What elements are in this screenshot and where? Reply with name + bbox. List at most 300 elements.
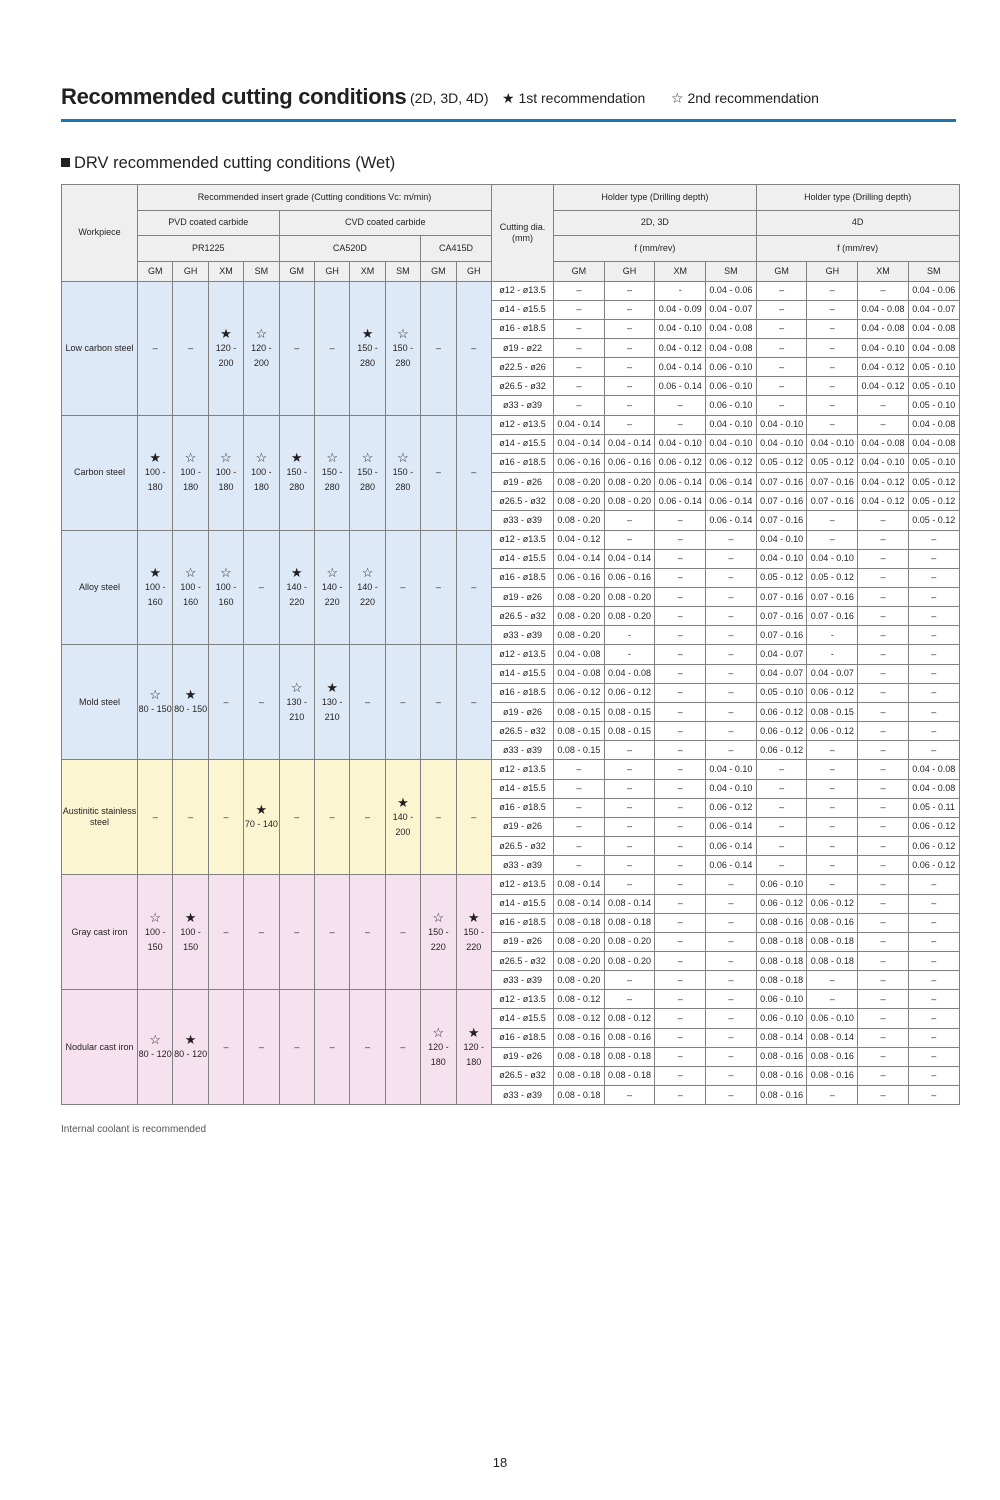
feed-cell: 0.04 - 0.10 [858,453,909,472]
cutting-speed-value: 100 - 180 [180,467,201,493]
cutting-speed-value: 100 - 160 [144,582,166,607]
feed-cell: – [858,530,909,549]
feed-cell: 0.04 - 0.10 [706,760,757,779]
cutting-speed-value: – [258,696,264,707]
feed-cell: 0.08 - 0.16 [604,1028,655,1047]
feed-cell: – [807,281,858,300]
feed-cell: – [706,702,757,721]
grade-cell [314,760,349,875]
feed-cell: 0.07 - 0.16 [807,492,858,511]
feed-cell: – [655,645,706,664]
grade-cell [385,281,420,415]
feed-cell: 0.08 - 0.15 [553,702,604,721]
feed-cell: 0.06 - 0.16 [553,453,604,472]
feed-cell: 0.07 - 0.16 [756,607,807,626]
chipbreaker-header: GH [456,261,491,281]
cutting-dia-cell: ø14 - ø15.5 [491,664,553,683]
feed-cell: 0.04 - 0.10 [706,434,757,453]
feed-cell: 0.05 - 0.10 [908,377,959,396]
feed-cell: – [858,798,909,817]
feed-cell: 0.08 - 0.20 [553,932,604,951]
outline-star-icon: ☆ [149,687,162,703]
feed-cell: 0.04 - 0.08 [908,415,959,434]
grade-cell [314,415,349,530]
grade-cell [385,530,420,645]
feed-cell: – [604,760,655,779]
feed-cell: – [706,568,757,587]
feed-cell: – [858,894,909,913]
feed-cell: 0.06 - 0.12 [756,894,807,913]
cutting-dia-cell: ø33 - ø39 [491,971,553,990]
section-title-text: DRV recommended cutting conditions (Wet) [74,154,396,172]
feed-cell: 0.06 - 0.14 [706,492,757,511]
feed-cell: – [858,990,909,1009]
feed-cell: – [908,1066,959,1085]
feed-cell: 0.05 - 0.10 [756,683,807,702]
feed-cell: 0.06 - 0.14 [655,377,706,396]
feed-cell: 0.04 - 0.12 [858,358,909,377]
feed-cell: 0.06 - 0.14 [706,837,757,856]
grade-cell [350,875,385,990]
outline-star-icon: ☆ [361,450,374,466]
grade-cell [138,760,173,875]
feed-cell: – [908,1009,959,1028]
feed-cell: – [908,741,959,760]
cutting-speed-value: – [329,1041,335,1052]
feed-cell: 0.06 - 0.14 [706,856,757,875]
grade-cell [456,281,491,415]
feed-cell: 0.08 - 0.20 [553,951,604,970]
cutting-speed-value: 140 - 220 [321,582,343,607]
feed-cell: 0.04 - 0.08 [858,434,909,453]
grade-cell [173,760,208,875]
feed-cell: – [807,338,858,357]
feed-cell: 0.04 - 0.07 [807,664,858,683]
feed-cell: – [807,319,858,338]
feed-cell: – [858,1086,909,1105]
feed-cell: – [858,817,909,836]
feed-cell: 0.06 - 0.12 [604,683,655,702]
feed-cell: 0.04 - 0.08 [908,779,959,798]
cutting-speed-value: 120 - 180 [463,1041,484,1067]
feed-cell: – [655,760,706,779]
feed-cell: – [858,779,909,798]
feed-header-left: f (mm/rev) [553,236,756,262]
feed-cell: - [604,626,655,645]
grade-cell [421,530,456,645]
grade-header: Recommended insert grade (Cutting conditions Vc: m/min) [138,185,492,211]
feed-cell: 0.04 - 0.12 [858,377,909,396]
cutting-dia-cell: ø19 - ø26 [491,932,553,951]
grade-cell [279,875,314,990]
table-body [62,281,960,1105]
feed-cell: – [756,338,807,357]
grade-cell [208,281,243,415]
feed-cell: 0.08 - 0.18 [553,1047,604,1066]
workpiece-name: Mold steel [62,645,138,760]
feed-cell: – [604,875,655,894]
footnote: Internal coolant is recommended [61,1124,207,1135]
cutting-speed-value: – [365,1041,371,1052]
feed-chipbreaker-header: XM [655,261,706,281]
feed-cell: – [908,990,959,1009]
grade-cell [208,875,243,990]
feed-cell: – [655,990,706,1009]
grade-cell [208,530,243,645]
feed-cell: 0.04 - 0.10 [858,338,909,357]
feed-cell: 0.08 - 0.15 [604,702,655,721]
grade-cell [421,875,456,990]
grade-cell [456,415,491,530]
grade-cell [350,415,385,530]
grade-cell [208,760,243,875]
feed-chipbreaker-header: GH [807,261,858,281]
feed-cell: 0.08 - 0.12 [553,1009,604,1028]
feed-cell: – [604,377,655,396]
feed-cell: 0.06 - 0.12 [807,722,858,741]
feed-cell: – [655,817,706,836]
cutting-speed-value: – [152,811,158,822]
page-title: Recommended cutting conditions [61,84,407,109]
feed-cell: 0.04 - 0.14 [553,434,604,453]
grade-cell [314,645,349,760]
grade-cell [138,645,173,760]
feed-cell: – [706,951,757,970]
feed-cell: 0.08 - 0.16 [807,913,858,932]
feed-cell: 0.08 - 0.12 [604,1009,655,1028]
feed-cell: 0.04 - 0.08 [858,300,909,319]
feed-cell: 0.06 - 0.12 [908,837,959,856]
feed-cell: – [908,1047,959,1066]
table-row [62,645,960,664]
workpiece-name: Austinitic stainless steel [62,760,138,875]
feed-cell: 0.04 - 0.10 [756,434,807,453]
feed-cell: – [908,722,959,741]
feed-cell: – [807,856,858,875]
feed-cell: 0.04 - 0.08 [553,645,604,664]
cutting-speed-value: 150 - 280 [392,467,414,493]
feed-cell: – [908,645,959,664]
cutting-speed-value: – [435,582,441,592]
feed-cell: – [858,396,909,415]
feed-cell: – [807,875,858,894]
feed-cell: 0.04 - 0.08 [604,664,655,683]
feed-cell: 0.05 - 0.12 [908,492,959,511]
feed-cell: – [858,588,909,607]
grade-cell [350,645,385,760]
cutting-dia-cell: ø12 - ø13.5 [491,760,553,779]
feed-cell: 0.06 - 0.10 [706,358,757,377]
feed-cell: 0.04 - 0.12 [858,492,909,511]
feed-cell: 0.08 - 0.20 [553,473,604,492]
cutting-speed-value: 150 - 280 [392,342,414,368]
workpiece-name: Alloy steel [62,530,138,645]
feed-cell: 0.07 - 0.16 [756,492,807,511]
feed-cell: – [756,396,807,415]
cutting-dia-cell: ø33 - ø39 [491,626,553,645]
feed-cell: – [908,683,959,702]
table-header [62,185,960,282]
feed-chipbreaker-header: SM [908,261,959,281]
cutting-speed-value: – [365,696,371,707]
feed-cell: 0.04 - 0.08 [706,338,757,357]
cutting-dia-cell: ø33 - ø39 [491,856,553,875]
feed-cell: 0.04 - 0.14 [553,549,604,568]
cutting-speed-value: – [435,811,441,822]
feed-cell: – [858,702,909,721]
feed-cell: 0.08 - 0.16 [553,1028,604,1047]
feed-cell: – [756,377,807,396]
feed-cell: – [655,779,706,798]
feed-cell: 0.04 - 0.08 [908,319,959,338]
feed-cell: 0.05 - 0.10 [908,358,959,377]
cutting-dia-cell: ø26.5 - ø32 [491,492,553,511]
cutting-speed-value: – [400,1041,406,1052]
cutting-dia-cell: ø26.5 - ø32 [491,951,553,970]
feed-cell: – [706,664,757,683]
feed-cell: 0.06 - 0.14 [706,817,757,836]
feed-cell: 0.08 - 0.18 [604,1066,655,1085]
feed-cell: – [908,530,959,549]
grade-cell [173,281,208,415]
feed-cell: 0.04 - 0.07 [706,300,757,319]
depth-header-left: 2D, 3D [553,210,756,236]
cutting-speed-value: – [400,582,406,592]
grade-ca415d: CA415D [421,236,492,262]
feed-cell: 0.07 - 0.16 [807,607,858,626]
cutting-speed-value: 150 - 280 [286,467,308,493]
cutting-dia-cell: ø19 - ø26 [491,817,553,836]
feed-cell: – [655,683,706,702]
feed-cell: – [604,358,655,377]
feed-cell: – [908,626,959,645]
grade-cell [138,281,173,415]
cutting-speed-value: 130 - 210 [286,696,308,722]
grade-cell [138,530,173,645]
feed-cell: – [655,626,706,645]
feed-cell: - [604,645,655,664]
feed-cell: – [655,607,706,626]
feed-cell: 0.08 - 0.15 [553,741,604,760]
cutting-speed-value: – [223,926,229,937]
grade-cell [314,990,349,1105]
feed-cell: – [858,951,909,970]
feed-cell: – [756,779,807,798]
cutting-dia-cell: ø16 - ø18.5 [491,1028,553,1047]
cutting-speed-value: – [188,342,194,353]
cutting-conditions-table [61,184,960,1105]
outline-star-icon: ☆ [432,909,445,925]
outline-star-icon: ☆ [432,1024,445,1040]
feed-cell: – [807,530,858,549]
grade-cell [244,760,279,875]
feed-cell: – [756,856,807,875]
feed-cell: 0.04 - 0.08 [908,338,959,357]
feed-cell: – [858,760,909,779]
grade-cell [173,875,208,990]
filled-star-icon: ★ [467,909,480,925]
cutting-dia-cell: ø12 - ø13.5 [491,990,553,1009]
grade-cell [138,415,173,530]
cutting-speed-value: 100 - 180 [215,467,237,493]
cutting-speed-value: – [329,342,335,353]
grade-cell [385,990,420,1105]
filled-star-icon: ★ [184,1032,197,1048]
feed-cell: – [604,338,655,357]
outline-star-icon: ☆ [220,450,232,466]
cutting-dia-cell: ø19 - ø26 [491,588,553,607]
grade-cell [279,530,314,645]
cutting-dia-cell: ø16 - ø18.5 [491,798,553,817]
feed-cell: – [604,990,655,1009]
feed-cell: – [655,971,706,990]
feed-cell: – [655,894,706,913]
feed-cell: 0.08 - 0.18 [553,1086,604,1105]
feed-cell: – [756,817,807,836]
feed-cell: 0.06 - 0.10 [706,377,757,396]
outline-star-icon: ☆ [290,679,303,695]
cutting-dia-cell: ø33 - ø39 [491,396,553,415]
cutting-speed-value: 80 - 150 [174,704,208,715]
feed-cell: – [807,396,858,415]
cutting-speed-value: 150 - 280 [357,342,378,368]
feed-cell: – [655,837,706,856]
feed-cell: – [756,300,807,319]
cutting-speed-value: – [365,926,371,937]
feed-cell: – [706,645,757,664]
feed-cell: – [655,1028,706,1047]
cutting-speed-value: 100 - 150 [144,926,166,952]
grade-cell [208,415,243,530]
feed-cell: 0.04 - 0.10 [655,319,706,338]
cutting-speed-value: – [471,582,477,592]
feed-cell: 0.08 - 0.20 [553,971,604,990]
feed-cell: – [706,894,757,913]
feed-cell: 0.04 - 0.08 [858,319,909,338]
cutting-speed-value: 120 - 200 [251,342,272,368]
cutting-speed-value: – [294,926,300,937]
cutting-dia-cell: ø14 - ø15.5 [491,300,553,319]
cutting-speed-value: – [223,811,229,822]
feed-cell: – [604,779,655,798]
cutting-dia-cell: ø16 - ø18.5 [491,319,553,338]
feed-cell: 0.08 - 0.18 [604,913,655,932]
feed-cell: – [604,396,655,415]
cutting-dia-cell: ø22.5 - ø26 [491,358,553,377]
grade-cell [350,990,385,1105]
cutting-speed-value: – [152,342,158,353]
feed-cell: 0.08 - 0.15 [604,722,655,741]
cutting-speed-value: 80 - 150 [138,704,172,715]
grade-cell [350,760,385,875]
feed-cell: – [807,511,858,530]
cutting-speed-value: 150 - 220 [428,926,449,952]
filled-star-icon: ★ [149,565,162,580]
cutting-speed-value: – [294,342,300,353]
feed-cell: – [553,300,604,319]
cutting-speed-value: 80 - 120 [138,1049,172,1060]
feed-cell: – [553,396,604,415]
feed-cell: 0.08 - 0.15 [553,722,604,741]
feed-cell: – [756,281,807,300]
feed-cell: – [858,511,909,530]
cutting-speed-value: 140 - 200 [392,811,414,837]
cutting-dia-header: Cutting dia. (mm) [491,185,553,282]
feed-cell: 0.04 - 0.14 [604,434,655,453]
cutting-speed-value: – [471,811,477,822]
feed-cell: 0.08 - 0.16 [756,1047,807,1066]
feed-cell: 0.08 - 0.18 [553,1066,604,1085]
feed-cell: 0.04 - 0.12 [553,530,604,549]
feed-cell: 0.06 - 0.12 [706,798,757,817]
feed-cell: – [858,1028,909,1047]
cutting-dia-cell: ø19 - ø26 [491,473,553,492]
cutting-speed-value: – [365,811,371,822]
pvd-header: PVD coated carbide [138,210,280,236]
feed-cell: – [706,588,757,607]
feed-cell: – [908,913,959,932]
cutting-speed-value: 100 - 150 [180,926,201,952]
feed-cell: – [807,300,858,319]
feed-cell: 0.08 - 0.20 [553,492,604,511]
feed-cell: – [604,856,655,875]
feed-cell: 0.08 - 0.20 [553,511,604,530]
grade-cell [421,990,456,1105]
feed-cell: 0.08 - 0.16 [807,1047,858,1066]
feed-cell: 0.08 - 0.20 [604,607,655,626]
feed-chipbreaker-header: SM [706,261,757,281]
feed-cell: 0.08 - 0.20 [604,492,655,511]
feed-cell: 0.04 - 0.07 [756,664,807,683]
cutting-speed-value: – [223,696,229,707]
page-number: 18 [492,1455,508,1470]
feed-cell: – [655,913,706,932]
header-divider [61,119,956,122]
grade-cell [208,645,243,760]
cutting-dia-cell: ø33 - ø39 [491,511,553,530]
cutting-dia-cell: ø14 - ø15.5 [491,779,553,798]
feed-cell: – [807,741,858,760]
outline-star-icon: ☆ [255,325,268,341]
feed-cell: – [604,319,655,338]
cutting-dia-cell: ø19 - ø26 [491,1047,553,1066]
feed-cell: 0.07 - 0.16 [756,511,807,530]
grade-cell [279,281,314,415]
feed-cell: – [858,856,909,875]
feed-cell: – [858,1047,909,1066]
feed-cell: 0.08 - 0.14 [756,1028,807,1047]
table-row [62,760,960,779]
grade-cell [456,645,491,760]
grade-cell [385,415,420,530]
grade-cell [244,645,279,760]
feed-cell: – [655,856,706,875]
feed-cell: 0.04 - 0.10 [807,549,858,568]
chipbreaker-header: GM [279,261,314,281]
feed-cell: – [604,300,655,319]
feed-cell: – [604,798,655,817]
feed-cell: – [655,415,706,434]
feed-cell: – [858,875,909,894]
feed-cell: – [908,664,959,683]
feed-cell: – [706,741,757,760]
grade-cell [173,415,208,530]
cutting-speed-value: – [258,926,264,937]
feed-cell: – [858,281,909,300]
feed-cell: – [756,837,807,856]
feed-cell: 0.06 - 0.10 [756,1009,807,1028]
feed-cell: – [706,1086,757,1105]
